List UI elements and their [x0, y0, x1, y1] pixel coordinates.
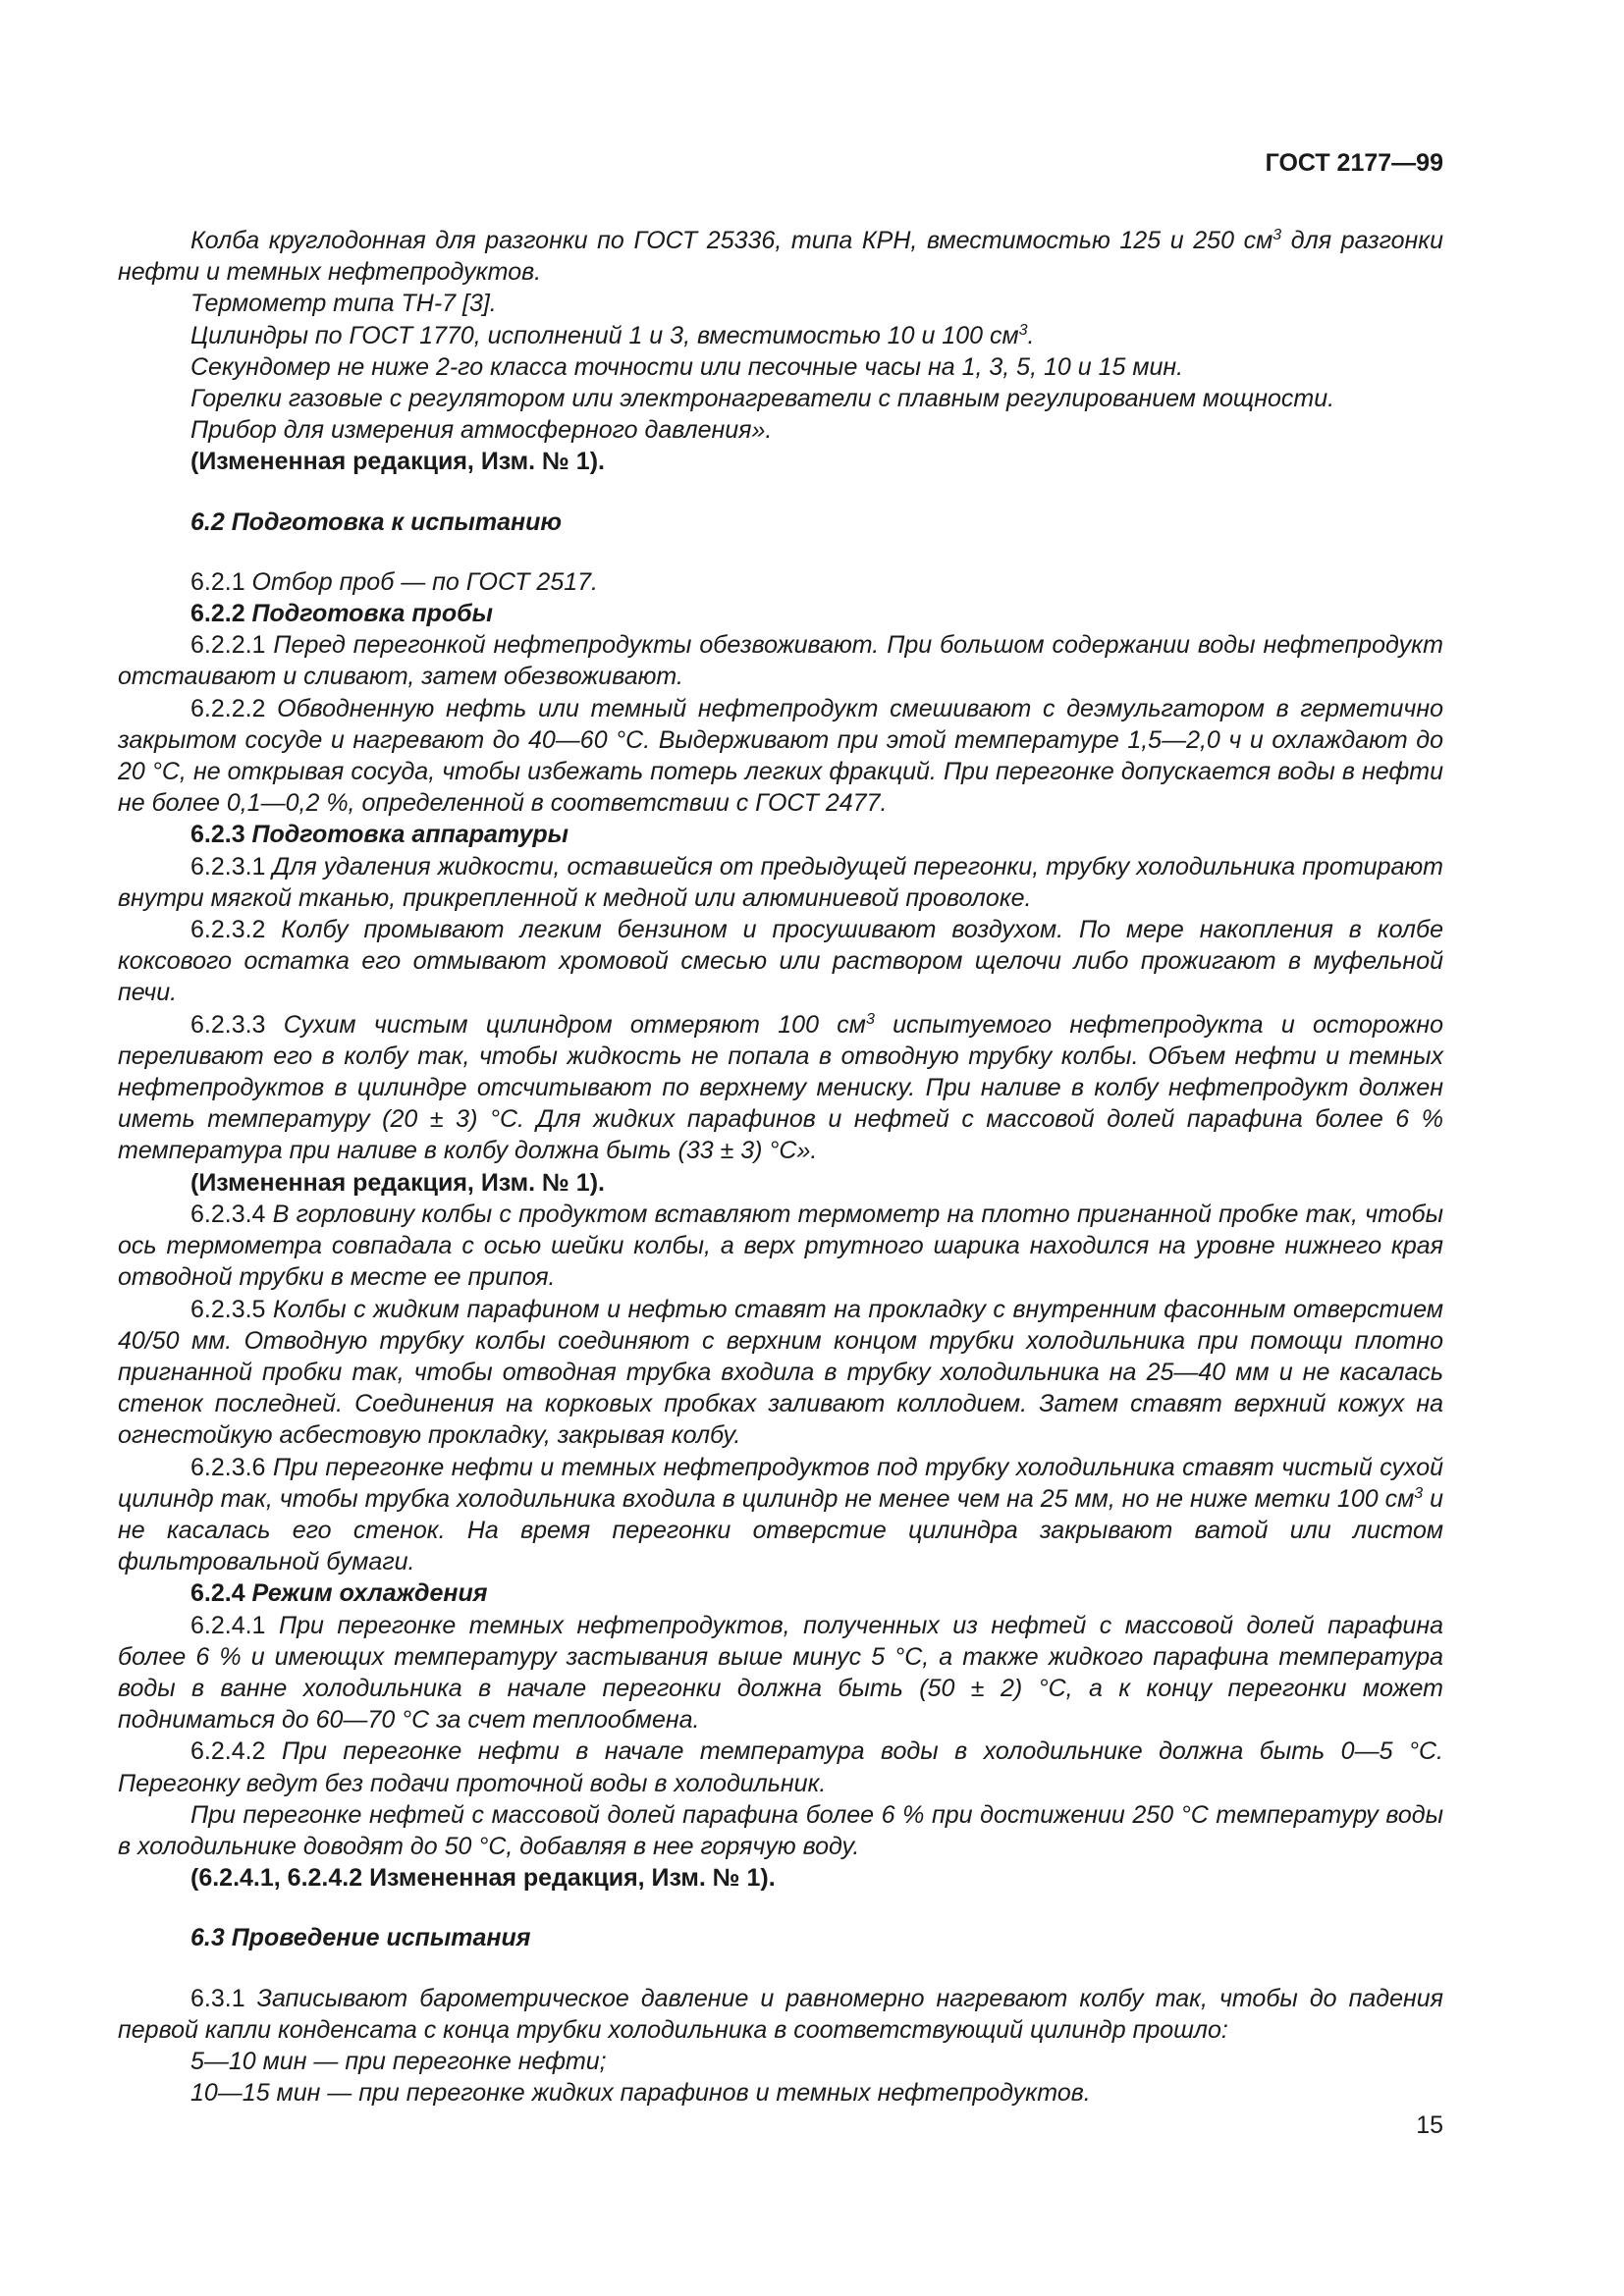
paragraph-6-2-4-2: [118, 1735, 1443, 1798]
text-cylinders-b: .: [1027, 321, 1035, 349]
clause-text: Колбу промывают легким бензином и просушивают воздухом. По мере накопления в колбе коксового остатка его отмывают хромовой смесью или раствором щелочи либо прожигают в муфельной печи.: [118, 916, 1443, 1007]
clause-text-b: испытуемого нефтепродукта и осторожно переливают его в колбу так, чтобы жидкость не попала в отводную трубку колбы. Объем нефти и темных нефтепродуктов в цилиндре отсчитывают по верхнему мениску. При наливе в колбу нефтепродукт должен иметь температуру (20 ± 3) °С. Для жидких парафинов и нефтей с массовой долей парафина более 6 % температура при наливе в колбу должна быть (33 ± 3) °С».: [118, 1010, 1443, 1165]
clause-text-b: и не касалась его стенок. На время перегонки отверстие цилиндра закрывают ватой или листом фильтровальной бумаги.: [118, 1484, 1443, 1576]
text-flask-a: Колба круглодонная для разгонки по ГОСТ 25336, типа КРН, вместимостью 125 и 250 см: [190, 227, 1273, 254]
superscript: 3: [1018, 321, 1028, 339]
paragraph-6-2-3-4: [118, 1199, 1443, 1294]
paragraph-paraffin-temperature: При перегонке нефтей с массовой долей парафина более 6 % при достижении 250 °С температуру воды в холодильнике доводят до 50 °С, добавляя в нее горячую воду.: [118, 1800, 1443, 1860]
clause-text: В горловину колбы с продуктом вставляют термометр на плотно пригнанной пробке так, чтобы ось термометра совпадала с осью шейки колбы, а верх ртутного шарика находился на уровне нижнего края отводной трубки в месте ее припоя.: [118, 1200, 1443, 1292]
page-number: 15: [1416, 2111, 1443, 2139]
list-item: 10—15 мин — при перегонке жидких парафинов и темных нефтепродуктов.: [190, 2079, 1091, 2108]
clause-number: 6.2.4.2: [190, 1737, 266, 1766]
clause-number: 6.2.1: [190, 567, 245, 596]
paragraph-burners: Горелки газовые с регулятором или электронагреватели с плавным регулированием мощности.: [190, 385, 1335, 413]
clause-number: 6.2.3.4: [190, 1200, 266, 1228]
paragraph-6-2-3-5: [118, 1294, 1443, 1452]
clause-title: Режим охлаждения: [244, 1579, 488, 1608]
clause-text: Перед перегонкой нефтепродукты обезвоживают. При большом содержании воды нефтепродукт отстаивают и сливают, затем обезвоживают.: [118, 631, 1443, 691]
text-flask-b: для разгонки нефти и темных нефтепродуктов.: [118, 227, 1443, 287]
edition-note: (Измененная редакция, Изм. № 1).: [190, 1168, 605, 1197]
clause-number: 6.3.1: [190, 1984, 245, 2012]
paragraph-6-2-3-3: [118, 1009, 1443, 1167]
clause-number: 6.2.3.1: [190, 852, 266, 881]
superscript: 3: [1414, 1484, 1424, 1502]
clause-number: 6.2.3.2: [190, 916, 266, 944]
paragraph-6-3-1: [118, 1983, 1443, 2046]
section-heading-6-2: 6.2 Подготовка к испытанию: [190, 507, 563, 536]
clause-text: При перегонке темных нефтепродуктов, полученных из нефтей с массовой долей парафина более 6 % и имеющих температуру застывания выше минус 5 °С, а также жидкого парафина температура воды в ванне холодильника в начале перегонки должна быть (50 ± 2) °С, а к концу перегонки может подниматься до 60—70 °С за счет теплообмена.: [118, 1611, 1443, 1735]
superscript: 3: [865, 1010, 875, 1028]
clause-text: Колбы с жидким парафином и нефтью ставят на прокладку с внутренним фасонным отверстием 40/50 мм. Отводную трубку колбы соединяют с верхним концом трубки холодильника при помощи плотно пригнанной пробки так, чтобы отводная трубка входила в трубку холодильника на 25—40 мм и не касалась стенок последней. Соединения на корковых пробках заливают коллодием. Затем ставят верхний кожух на огнестойкую асбестовую прокладку, закрывая колбу.: [118, 1295, 1443, 1450]
clause-text-a: При перегонке нефти и темных нефтепродуктов под трубку холодильника ставят чистый сухой цилиндр так, чтобы трубка холодильника входила в цилиндр не менее чем на 25 мм, но не ниже метки 100 см: [118, 1453, 1443, 1513]
clause-text: Отбор проб — по ГОСТ 2517.: [244, 567, 598, 596]
paragraph-6-2-2-2: [118, 693, 1443, 820]
paragraph-6-2-3-2: [118, 914, 1443, 1009]
clause-title: Подготовка аппаратуры: [244, 821, 569, 849]
paragraph-6-2-4-1: [118, 1610, 1443, 1736]
text-cylinders-a: Цилиндры по ГОСТ 1770, исполнений 1 и 3, вместимостью 10 и 100 см: [190, 321, 1019, 349]
edition-note: (6.2.4.1, 6.2.4.2 Измененная редакция, Изм. № 1).: [190, 1864, 776, 1893]
clause-text-a: Сухим чистым цилиндром отмеряют 100 см: [265, 1010, 866, 1039]
clause-number: 6.2.4: [190, 1579, 245, 1608]
paragraph-thermometer: Термометр типа ТН-7 [3].: [190, 290, 497, 318]
clause-text: Для удаления жидкости, оставшейся от предыдущей перегонки, трубку холодильника протирают внутри мягкой тканью, прикрепленной к медной или алюминиевой проволоке.: [118, 852, 1443, 912]
clause-number: 6.2.3.6: [190, 1453, 266, 1481]
clause-title: Подготовка пробы: [244, 600, 493, 628]
paragraph-cylinders: [118, 320, 1443, 351]
clause-number: 6.2.3.3: [190, 1010, 266, 1039]
document-code: ГОСТ 2177—99: [1265, 149, 1443, 177]
paragraph-barometer: Прибор для измерения атмосферного давления».: [190, 416, 773, 445]
paragraph-6-2-1: [118, 566, 1443, 598]
document-body: [118, 225, 1443, 2109]
paragraph-6-2-2-1: [118, 629, 1443, 692]
subsection-heading-6-2-2: [118, 598, 1443, 629]
clause-number: 6.2.3: [190, 821, 245, 849]
clause-text: Обводненную нефть или темный нефтепродукт смешивают с деэмульгатором в герметично закрытом сосуде и нагревают до 40—60 °С. Выдерживают при этой температуре 1,5—2,0 ч и охлаждают до 20 °С, не открывая сосуда, чтобы избежать потерь легких фракций. При перегонке допускается воды в нефти не более 0,1—0,2 %, определенной в соответствии с ГОСТ 2477.: [118, 694, 1443, 818]
clause-text: При перегонке нефти в начале температура воды в холодильнике должна быть 0—5 °С. Перегонку ведут без подачи проточной воды в холодильник.: [118, 1737, 1443, 1797]
clause-number: 6.2.2.1: [190, 631, 266, 660]
section-heading-6-3: 6.3 Проведение испытания: [190, 1924, 531, 1952]
subsection-heading-6-2-3: [118, 819, 1443, 850]
clause-number: 6.2.2.2: [190, 694, 266, 722]
paragraph-6-2-3-1: [118, 851, 1443, 914]
list-item: 5—10 мин — при перегонке нефти;: [190, 2047, 607, 2075]
clause-number: 6.2.2: [190, 600, 245, 628]
paragraph-flask: [118, 225, 1443, 288]
clause-number: 6.2.4.1: [190, 1611, 266, 1639]
paragraph-6-2-3-6: [118, 1452, 1443, 1578]
paragraph-stopwatch: Секундомер не ниже 2-го класса точности или песочные часы на 1, 3, 5, 10 и 15 мин.: [190, 352, 1184, 381]
subsection-heading-6-2-4: [118, 1577, 1443, 1609]
edition-note: (Измененная редакция, Изм. № 1).: [190, 448, 605, 476]
superscript: 3: [1272, 227, 1282, 243]
clause-text: Записывают барометрическое давление и равномерно нагревают колбу так, чтобы до падения первой капли конденсата с конца трубки холодильника в соответствующий цилиндр прошло:: [118, 1984, 1443, 2044]
clause-number: 6.2.3.5: [190, 1295, 266, 1323]
